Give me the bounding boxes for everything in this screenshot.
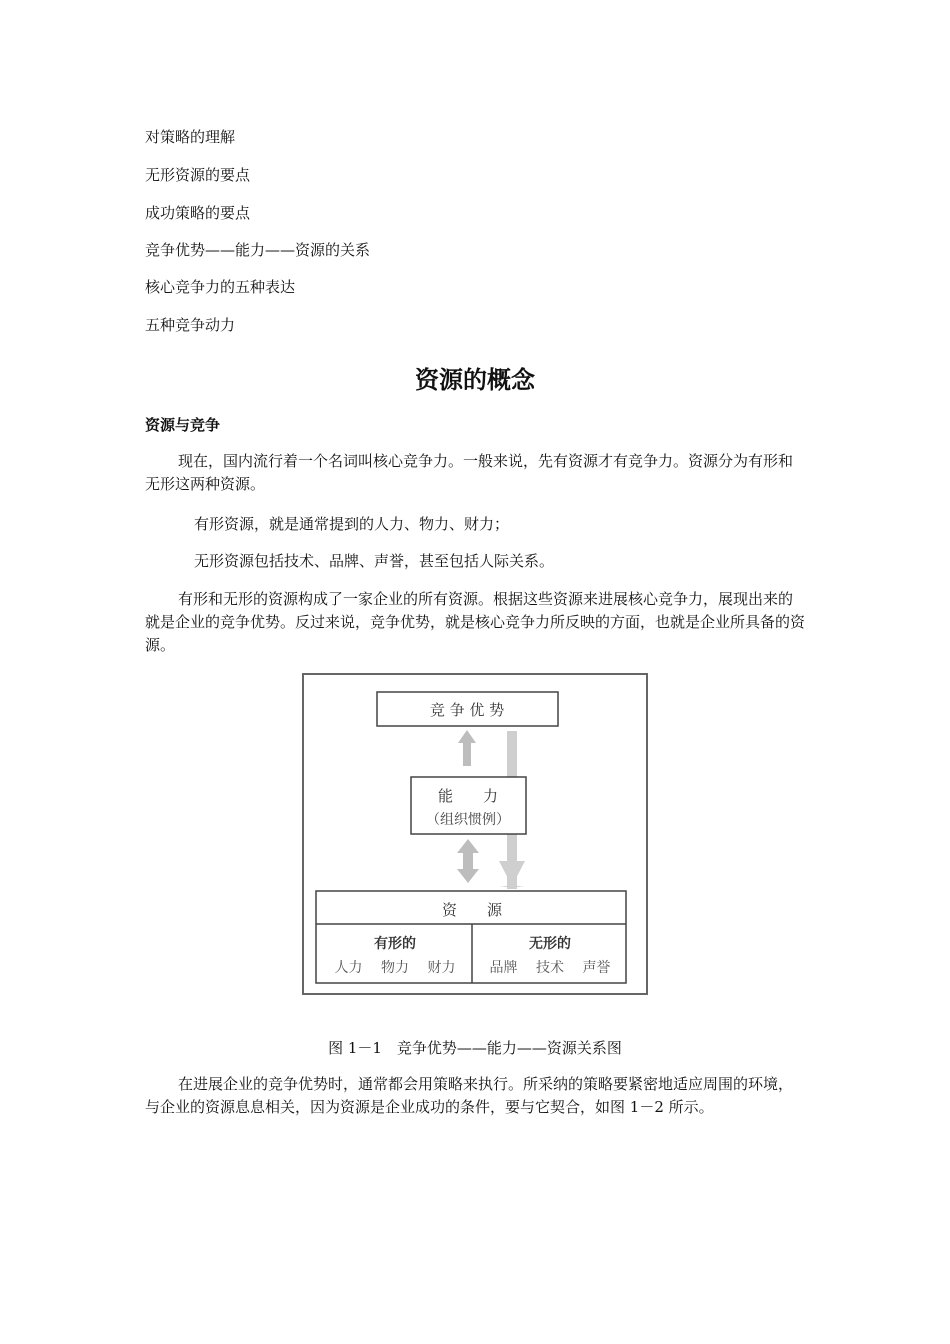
- tangible-title: 有形的: [374, 936, 416, 952]
- toc-item-6: 五种竞争动力: [145, 316, 236, 334]
- page-title: 资源的概念: [415, 366, 535, 394]
- toc-item-2: 无形资源的要点: [145, 166, 251, 184]
- competitive-advantage-label: 竞 争 优 势: [429, 701, 505, 719]
- relationship-diagram: [302, 673, 648, 997]
- tangible-items: 人力 物力 财力: [334, 960, 456, 976]
- paragraph-strategy: 在进展企业的竞争优势时，通常都会用策略来执行。所采纳的策略要紧密地适应周围的环境，与企业的资源息息相关，因为资源是企业成功的条件，要与它契合，如图 1－2 所示。: [145, 1075, 794, 1116]
- section-heading: 资源与竞争: [145, 416, 221, 434]
- paragraph-resources: 有形和无形的资源构成了一家企业的所有资源。根据这些资源来进展核心竞争力，展现出来的就是企业的竞争优势。反过来说，竞争优势，就是核心竞争力所反映的方面，也就是企业所具备的资源。: [145, 590, 806, 654]
- resources-label: 资 源: [441, 901, 503, 919]
- figure-caption: 图 1－1 竞争优势——能力——资源关系图: [328, 1039, 622, 1057]
- intangible-items: 品牌 技术 声誉: [489, 960, 611, 976]
- capability-sublabel: （组织惯例）: [426, 812, 510, 828]
- toc-item-4: 竞争优势——能力——资源的关系: [145, 241, 371, 259]
- intangible-title: 无形的: [529, 936, 571, 952]
- toc-item-1: 对策略的理解: [145, 128, 236, 146]
- toc-item-3: 成功策略的要点: [145, 204, 251, 222]
- toc-item-5: 核心竞争力的五种表达: [145, 278, 296, 296]
- tangible-resources-line: 有形资源，就是通常提到的人力、物力、财力；: [194, 515, 510, 533]
- capability-label: 能 力: [437, 787, 499, 805]
- paragraph-intro: 现在，国内流行着一个名词叫核心竞争力。一般来说，先有资源才有竞争力。资源分为有形和无形这两种资源。: [145, 452, 794, 493]
- intangible-resources-line: 无形资源包括技术、品牌、声誉，甚至包括人际关系。: [194, 552, 555, 570]
